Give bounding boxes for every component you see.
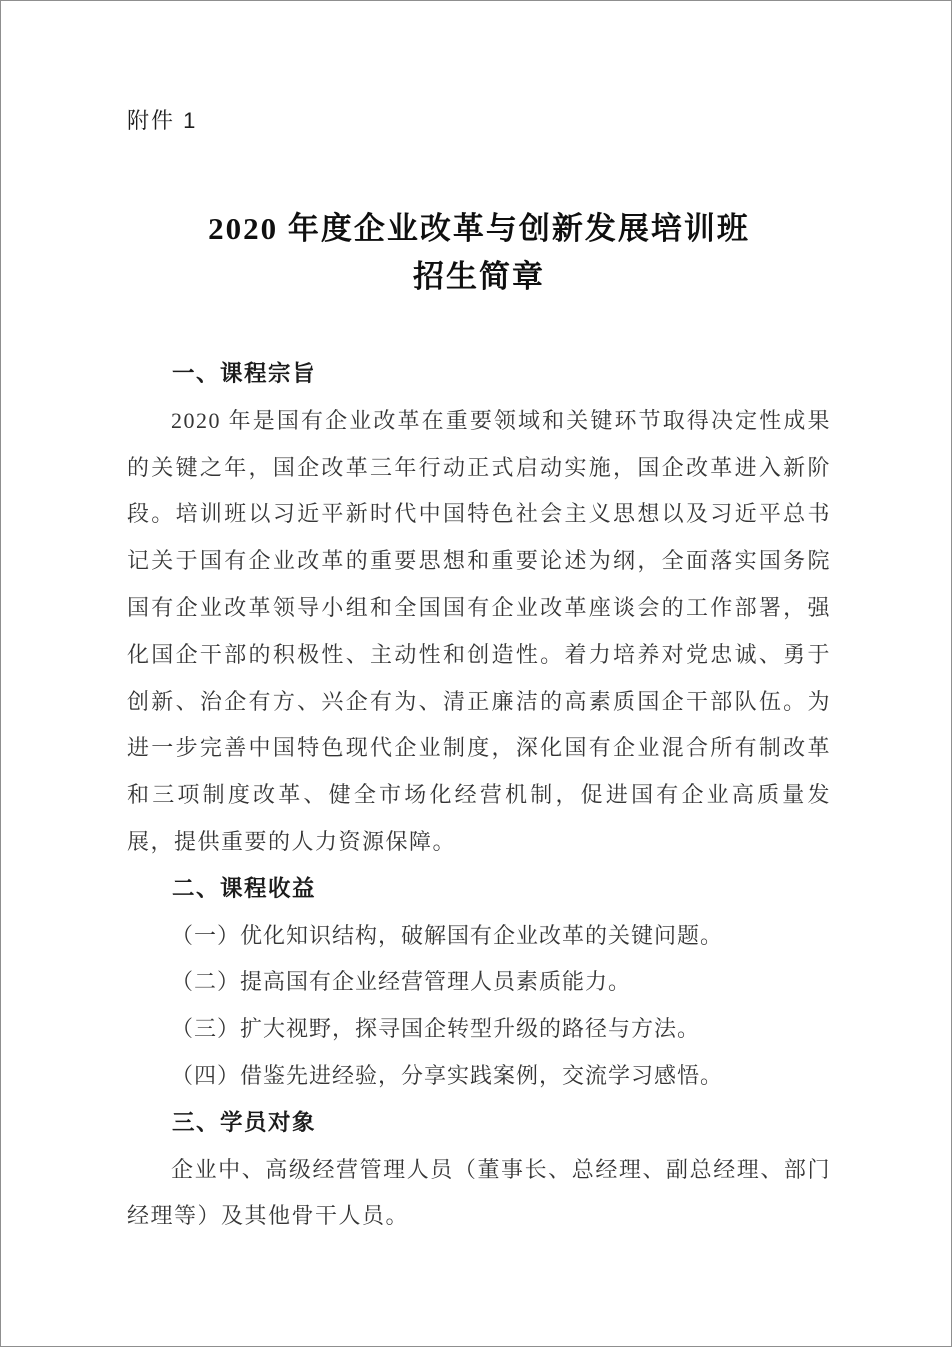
benefit-item-1: （一）优化知识结构，破解国有企业改革的关键问题。 [171,922,724,948]
document-title-line2: 招生简章 [413,259,545,294]
course-purpose-paragraph: 2020 年是国有企业改革在重要领域和关键环节取得决定性成果的关键之年，国企改革三年行动正式启动实施，国企改革进入新阶段。培训班以习近平新时代中国特色社会主义思想以及习近平总书记关于国有企业改革的重要思想和重要论述为纲，全面落实国务院国有企业改革领导小组和全国国有企业改革座谈会的工作部署，强化国企干部的积极性、主动性和创造性。着力培养对党忠诚、勇于创新、治企有方、兴企有为、清正廉洁的高素质国企干部队伍。为进一步完善中国特色现代企业制度，深化国有企业混合所有制改革和三项制度改革、健全市场化经营机制，促进国有企业高质量发展，提供重要的人力资源保障。 [127,407,831,854]
section-heading-course-purpose: 一、课程宗旨 [172,361,317,386]
section-heading-course-benefits: 二、课程收益 [172,875,317,901]
document-body [127,351,831,1240]
section-heading-target-students: 三、学员对象 [172,1109,317,1135]
document-title [127,205,831,301]
attachment-label: 附件 1 [127,108,198,133]
page-content [1,1,951,1240]
benefit-item-2: （二）提高国有企业经营管理人员素质能力。 [171,969,632,995]
benefit-item-4: （四）借鉴先进经验，分享实践案例，交流学习感悟。 [171,1062,724,1088]
target-students-paragraph: 企业中、高级经营管理人员（董事长、总经理、副总经理、部门经理等）及其他骨干人员。 [127,1156,831,1229]
document-title-line1: 2020 年度企业改革与创新发展培训班 [208,211,750,246]
benefit-item-3: （三）扩大视野，探寻国企转型升级的路径与方法。 [171,1016,701,1042]
